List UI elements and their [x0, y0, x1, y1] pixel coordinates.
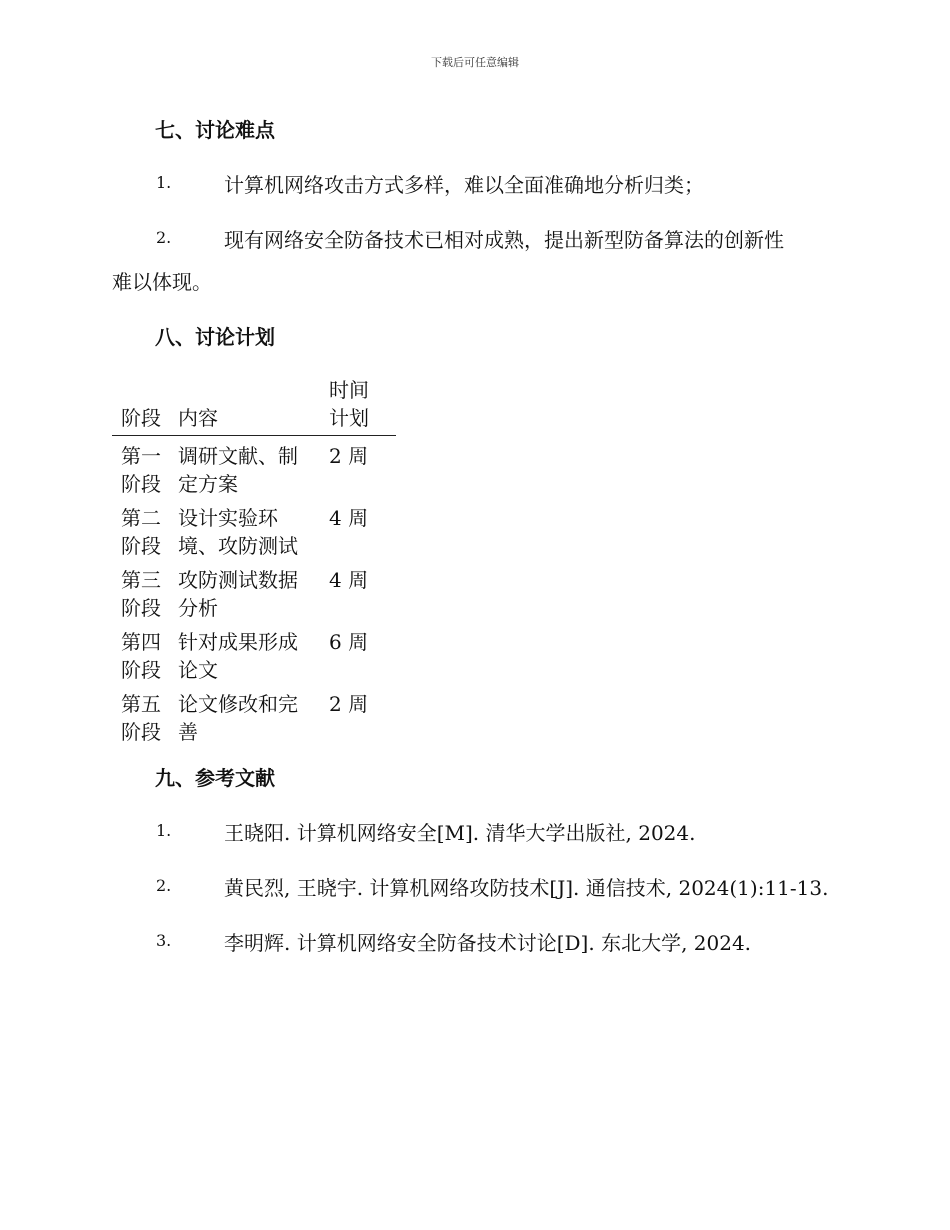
reference-3-number: 3.	[156, 931, 172, 950]
content-line: 境、攻防测试	[178, 534, 298, 558]
stage-cell	[112, 566, 178, 622]
stage-cell	[112, 690, 178, 746]
stage-line: 阶段	[121, 596, 161, 620]
header-time-line1: 时间	[329, 378, 369, 402]
stage-cell	[112, 504, 178, 560]
stage-line: 阶段	[121, 472, 161, 496]
content-line: 攻防测试数据	[178, 568, 298, 592]
stage-line: 阶段	[121, 658, 161, 682]
time-cell: 4 周	[329, 506, 369, 530]
stage-line: 第五	[121, 692, 161, 716]
content-cell	[178, 628, 329, 684]
content-line: 调研文献、制	[178, 444, 298, 468]
time-cell: 6 周	[329, 630, 369, 654]
stage-line: 第二	[121, 506, 161, 530]
difficulty-2-continuation: 难以体现。	[112, 270, 212, 294]
section-7-heading: 七、讨论难点	[155, 118, 275, 142]
stage-line: 第四	[121, 630, 161, 654]
table-row	[112, 504, 396, 560]
header-content: 内容	[178, 406, 218, 430]
content-cell	[178, 690, 329, 746]
content-line: 善	[178, 720, 198, 744]
table-row	[112, 628, 396, 684]
difficulty-2-number: 2.	[156, 228, 172, 247]
content-cell	[178, 566, 329, 622]
stage-cell	[112, 628, 178, 684]
stage-line: 第一	[121, 444, 161, 468]
content-line: 分析	[178, 596, 218, 620]
reference-1-number: 1.	[156, 821, 172, 840]
table-row	[112, 566, 396, 622]
plan-table	[112, 376, 396, 746]
stage-line: 阶段	[121, 534, 161, 558]
difficulty-1-text: 计算机网络攻击方式多样，难以全面准确地分析归类；	[224, 173, 704, 197]
table-row	[112, 442, 396, 498]
time-cell: 4 周	[329, 568, 369, 592]
table-row	[112, 690, 396, 746]
reference-1-text: 王晓阳. 计算机网络安全[M]. 清华大学出版社, 2024.	[224, 821, 696, 845]
stage-cell	[112, 442, 178, 498]
content-line: 针对成果形成	[178, 630, 298, 654]
stage-line: 阶段	[121, 720, 161, 744]
stage-line: 第三	[121, 568, 161, 592]
header-time	[329, 376, 396, 432]
reference-2-number: 2.	[156, 876, 172, 895]
difficulty-1-number: 1.	[156, 173, 172, 192]
time-cell: 2 周	[329, 692, 369, 716]
section-9-heading: 九、参考文献	[155, 766, 275, 790]
page-header-note: 下载后可任意编辑	[431, 56, 519, 69]
content-line: 论文	[178, 658, 218, 682]
header-stage: 阶段	[121, 406, 161, 430]
section-8-heading: 八、讨论计划	[155, 325, 275, 349]
reference-2-text: 黄民烈, 王晓宇. 计算机网络攻防技术[J]. 通信技术, 2024(1):11-13.	[224, 876, 829, 900]
header-time-line2: 计划	[329, 406, 369, 430]
content-cell	[178, 504, 329, 560]
difficulty-2-text: 现有网络安全防备技术已相对成熟，提出新型防备算法的创新性	[224, 228, 784, 252]
content-line: 论文修改和完	[178, 692, 298, 716]
time-cell: 2 周	[329, 444, 369, 468]
content-line: 定方案	[178, 472, 238, 496]
content-cell	[178, 442, 329, 498]
plan-table-header	[112, 376, 396, 436]
content-line: 设计实验环	[178, 506, 278, 530]
reference-3-text: 李明辉. 计算机网络安全防备技术讨论[D]. 东北大学, 2024.	[224, 931, 752, 955]
